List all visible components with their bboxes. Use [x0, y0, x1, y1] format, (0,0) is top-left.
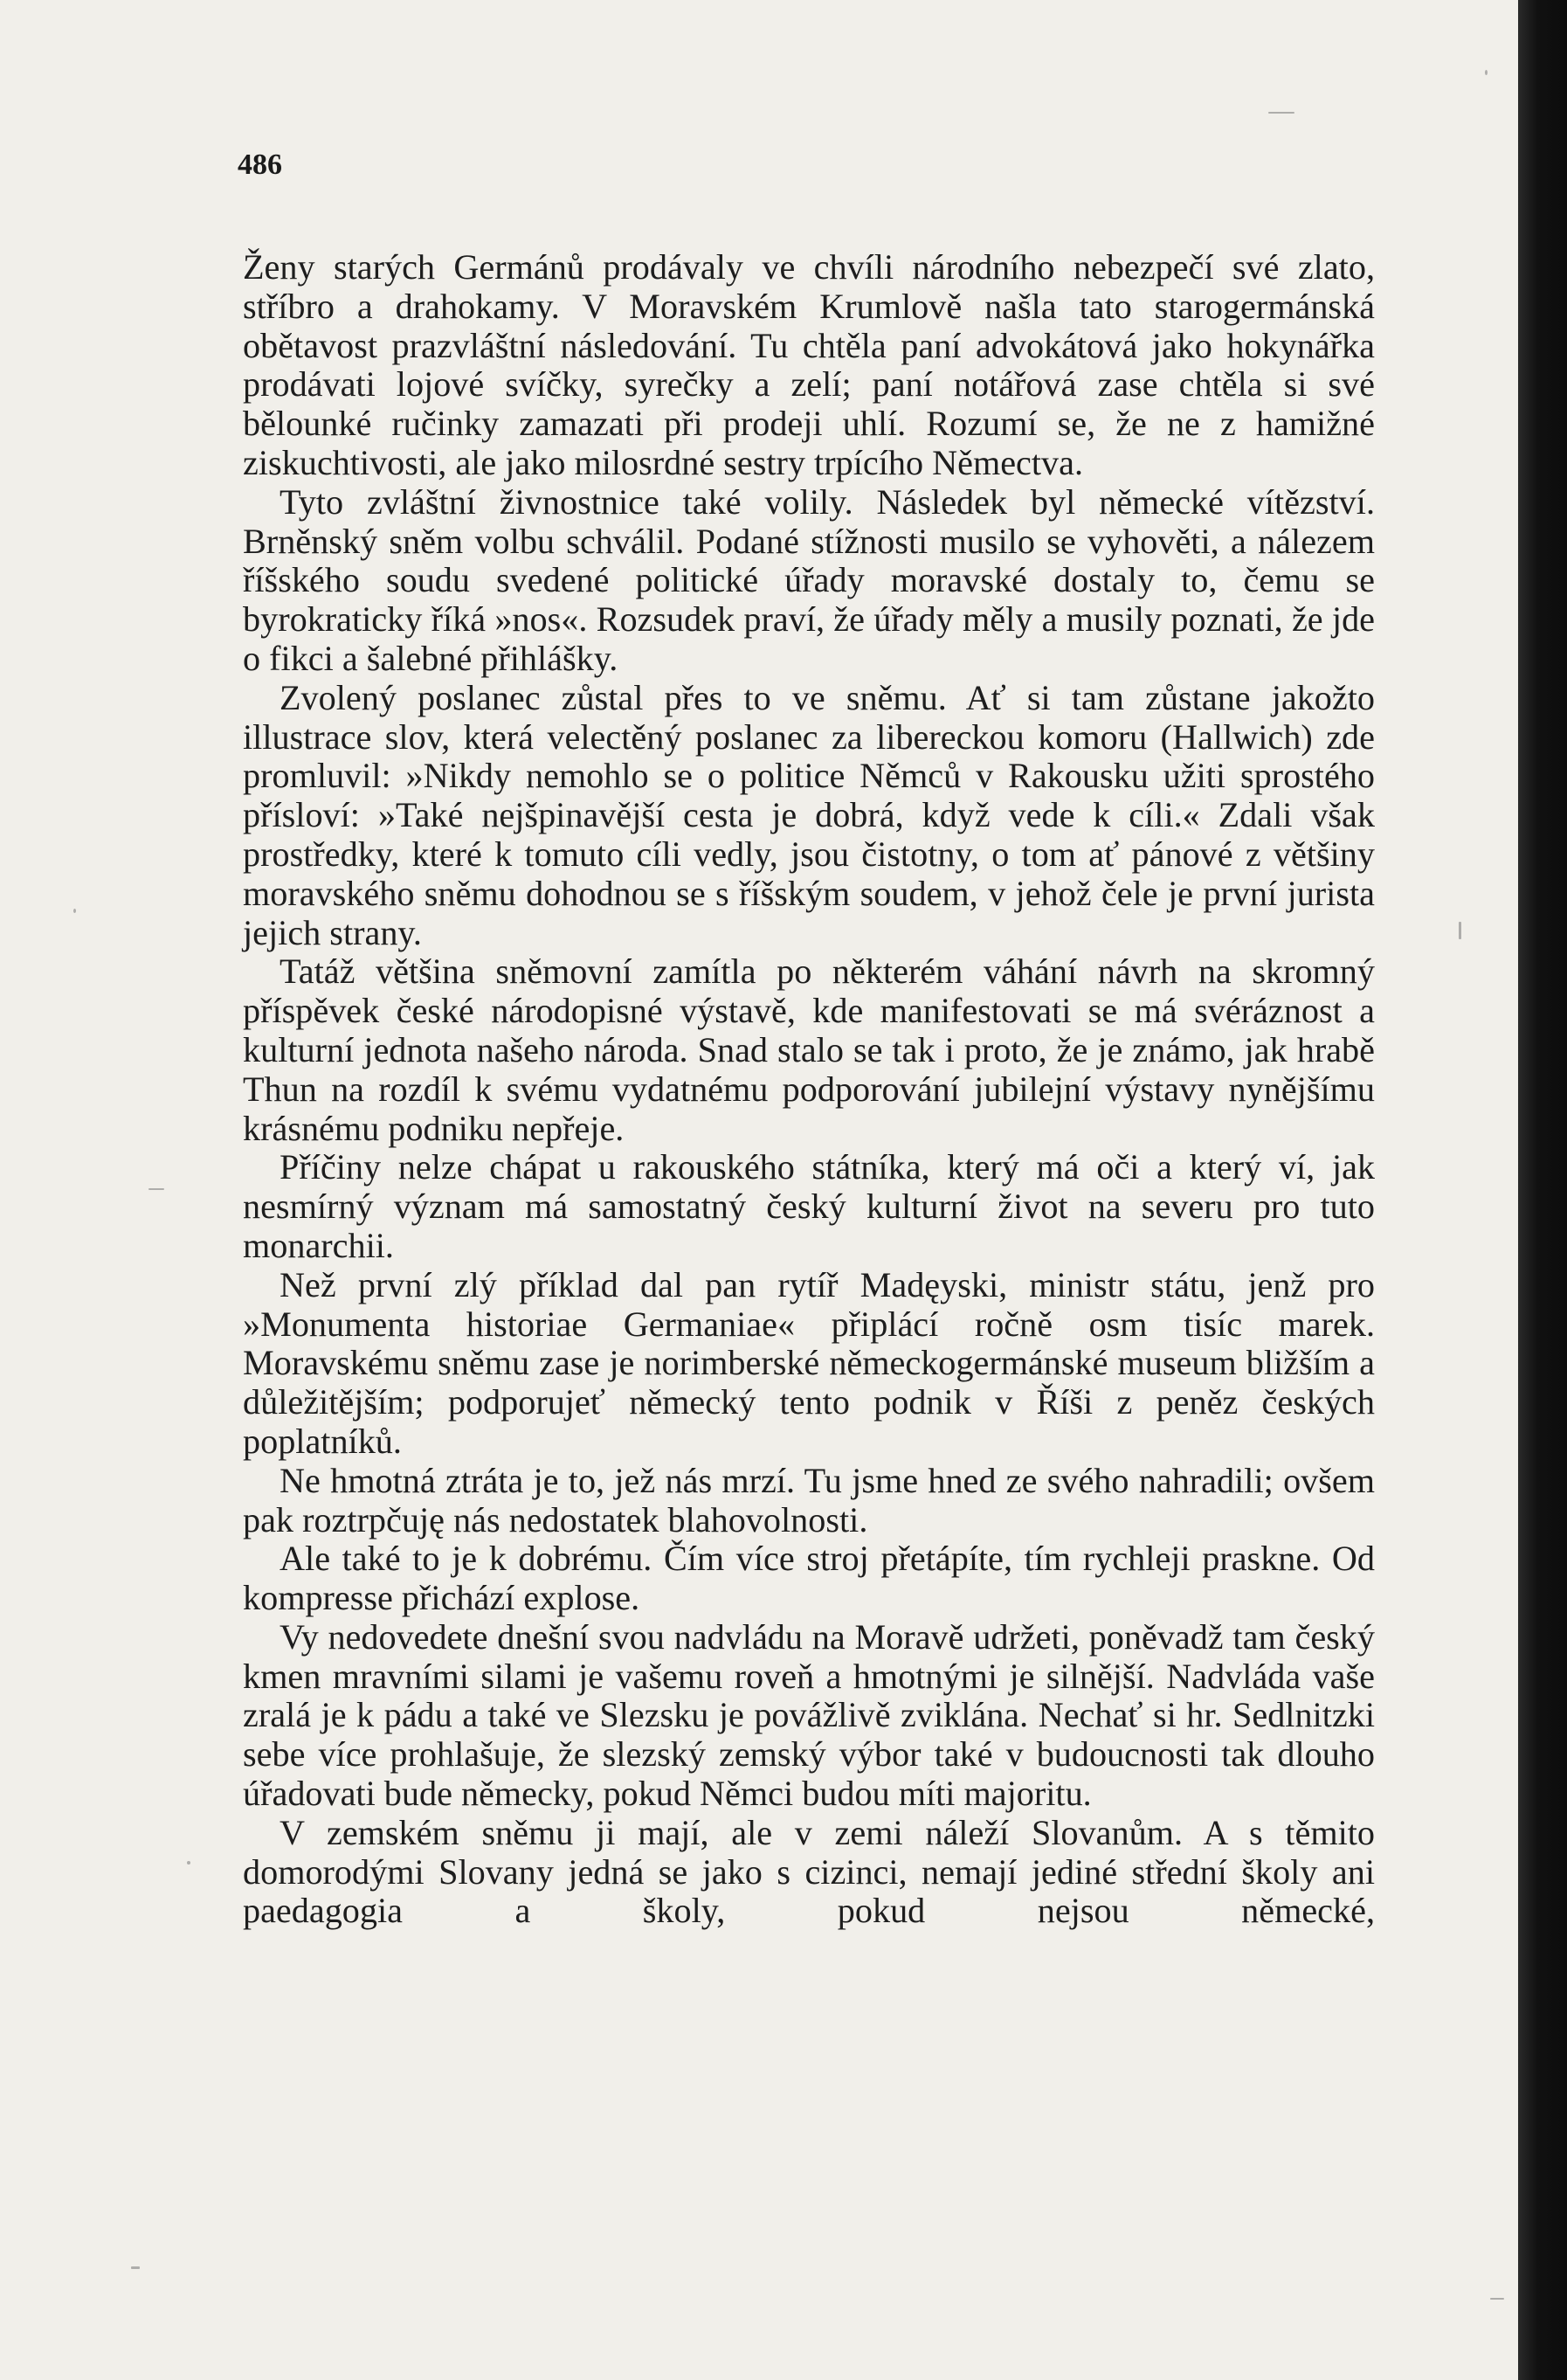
- paper-speck: [187, 1861, 190, 1865]
- scan-dark-edge: [1518, 0, 1567, 2380]
- paper-speck: [1490, 2298, 1504, 2300]
- paragraph-5: Příčiny nelze chápat u rakouského státníka, který má oči a který ví, jak nesmírný význam má samostatný český kulturní život na severu pro tuto monarchii.: [243, 1147, 1375, 1265]
- paragraph-10: V zemském sněmu ji mají, ale v zemi náleží Slovanům. A s těmito domorodými Slovany jedná se jako s cizinci, nemají jediné střední školy ani paedagogia a školy, pokud nejsou německé,: [243, 1812, 1375, 1931]
- body-text: [243, 248, 1375, 1931]
- paragraph-7: Ne hmotná ztráta je to, jež nás mrzí. Tu jsme hned ze svého nahradili; ovšem pak roztrpčuję nás nedostatek blahovolnosti.: [243, 1460, 1375, 1539]
- paper-speck: [148, 1188, 164, 1190]
- paragraph-1: Ženy starých Germánů prodávaly ve chvíli národního nebezpečí své zlato, stříbro a drahokamy. V Moravském Krumlově našla tato starogermánská obětavost prazvláštní následování. Tu chtěla paní advokátová jako hokynářka prodávati lojové svíčky, syrečky a zelí; paní notářová zase chtěla si své bělounké ručinky zamazati při prodeji uhlí. Rozumí se, že ne z hamižné ziskuchtivosti, ale jako milosrdné sestry trpícího Němectva.: [243, 247, 1375, 482]
- paper-speck: [1268, 112, 1294, 114]
- page-number: 486: [238, 149, 282, 181]
- paragraph-4: Tatáž většina sněmovní zamítla po některém váhání návrh na skromný příspěvek české národopisné výstavě, kde manifestovati se má svéráznost a kulturní jednota našeho národa. Snad stalo se tak i proto, že je známo, jak hrabě Thun na rozdíl k svému vydatnému podporování jubilejní výstavy nynějšímu krásnému podniku nepřeje.: [243, 951, 1375, 1148]
- paragraph-9: Vy nedovedete dnešní svou nadvládu na Moravě udržeti, poněvadž tam český kmen mravními silami je vašemu roveň a hmotnými je silnější. Nadvláda vaše zralá je k pádu a také ve Slezsku je povážlivě zviklána. Nechať si hr. Sedlnitzki sebe více prohlašuje, že slezský zemský výbor také v budoucnosti tak dlouho úřadovati bude německy, pokud Němci budou míti majoritu.: [243, 1616, 1375, 1814]
- paragraph-2: Tyto zvláštní živnostnice také volily. Následek byl německé vítězství. Brněnský sněm volbu schválil. Podané stížnosti musilo se vyhověti, a nálezem říšského soudu svedené politické úřady moravské dostaly to, čemu se byrokraticky říká »nos«. Rozsudek praví, že úřady měly a musily poznati, že jde o fikci a šalebné přihlášky.: [243, 481, 1375, 678]
- paragraph-3: Zvolený poslanec zůstal přes to ve sněmu. Ať si tam zůstane jakožto illustrace slov, která velectěný poslanec za libereckou komoru (Hallwich) zde promluvil: »Nikdy nemohlo se o politice Němců v Rakousku užiti sprostého přísloví: »Také nejšpinavější cesta je dobrá, když vede k cíli.« Zdali však prostředky, které k tomuto cíli vedly, jsou čistotny, o tom ať pánové z většiny moravského sněmu dohodnou se s říšským soudem, v jehož čele je první jurista jejich strany.: [243, 677, 1375, 952]
- paper-speck: [1459, 922, 1461, 939]
- paper-speck: [1485, 70, 1488, 75]
- paper-speck: [73, 909, 76, 913]
- paragraph-8: Ale také to je k dobrému. Čím více stroj přetápíte, tím rychleji praskne. Od kompresse přichází explose.: [243, 1539, 1375, 1618]
- paper-speck: [131, 2266, 140, 2269]
- paragraph-6: Než první zlý příklad dal pan rytíř Madęyski, ministr státu, jenž pro »Monumenta historiae Germaniae« připlácí ročně osm tisíc marek. Moravskému sněmu zase je norimberské německogermánské museum bližším a důležitějším; podporujeť německý tento podnik v Říši z peněz českých poplatníků.: [243, 1264, 1375, 1461]
